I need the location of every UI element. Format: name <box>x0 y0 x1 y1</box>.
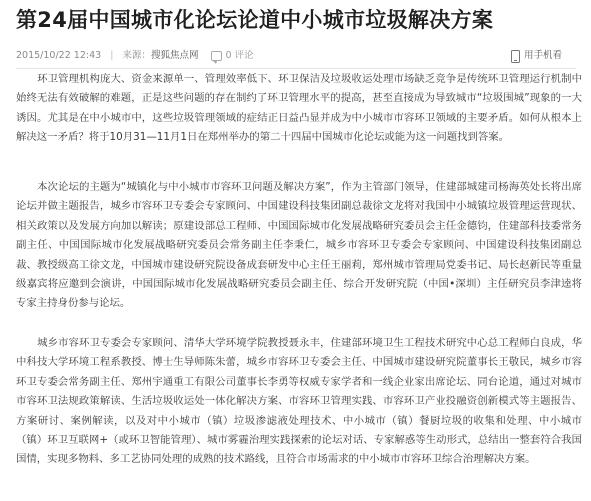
comment-link[interactable] <box>211 48 253 65</box>
paragraph-2-text: 本次论坛的主题为“城镇化与中小城市市容环卫问题及解决方案”，作为主管部门领导，住建部城建司杨海英处长将出席论坛并做主题报告，城乡市容环卫专委会专家顾问、中国建设科技集团副总裁徐文龙将对我国中小城镇垃圾管理运营现状、相关政策以及发展方向加以解读；原建设部总工程师、中国国际城市化发展战略研究委员会主任金德钧，住建部科技委常务副主任、中国国际城市化发展战略研究委员会常务副主任李秉仁，城乡市容环卫专委会专家顾问、中国建设科技集团副总裁、教授级高工徐文龙，中国城市建设研究院设备成套研发中心主任王丽莉，郑州城市管理局党委书记、局长赵新民等重量级嘉宾将应邀到会演讲，中国国际城市化发展战略研究委员会副主任、综合开发研究院（中国•深圳）主任研究员李津逵将专家主持身份参与论坛。 <box>16 181 582 310</box>
meta-separator: | <box>110 50 114 62</box>
article-meta <box>16 48 576 64</box>
paragraph-3-text: 城乡市容环卫专委会专家顾问、清华大学环境学院教授聂永丰，住建部环境卫生工程技术研究中心总工程师白良成，华中科技大学环境工程系教授、博士生导师陈朱蕾，城乡市容环卫专委会主任、中国城市建设研究院董事长王敬民，城乡市容环卫专委会常务副主任、郑州宇通重工有限公司董事长李勇等权威专家学者和一线企业家出席论坛、同台论道，通过对城市市容环卫法规政策解读、生活垃圾收运处一体化解决方案、市容环卫管理实践、市容环卫产业投融资创新模式等主题报告、方案研讨、案例解读，以及对中小城市（镇）垃圾渗滤液处理技术、中小城市（镇）餐厨垃圾的收集和处理、中小城市（镇）环卫互联网+（或环卫智能管理）、城市雾霾治理实践探索的论坛对话、专家解惑等生动形式，总结出一整套符合我国国情，实现多物料、多工艺协同处理的成熟的技术路线，且符合市场需求的中小城市市容环卫综合治理解决方案。 <box>16 337 582 466</box>
paragraph-3 <box>16 334 582 470</box>
mobile-phone-icon <box>511 50 520 63</box>
comment-count: 0 评论 <box>225 50 254 61</box>
article-datetime: 2015/10/22 12:43 <box>16 50 102 62</box>
source-link[interactable]: 搜狐焦点网 <box>150 50 199 62</box>
source-label: 来源： <box>122 50 151 62</box>
paragraph-2 <box>16 178 582 314</box>
mobile-view-label: 用手机看 <box>523 50 562 61</box>
mobile-view-link[interactable] <box>511 48 562 65</box>
paragraph-1-text: 环卫管理机构庞大、资金来源单一、管理效率低下、环卫保洁及垃圾收运处理市场缺乏竞争是传统环卫管理运行机制中始终无法有效破解的难题，正是这些问题的存在制约了环卫管理水平的提高，甚至直接成为导致城市“垃圾围城”现象的一大诱因。尤其是在中小城市中，这些垃圾管理领域的症结正日益凸显并成为中小城市市容环卫领域的主要矛盾。如何从根本上解决这一矛盾？将于10月31—11月1日在郑州举办的第二十四届中国城市化论坛或能为这一问题找到答案。 <box>16 73 582 144</box>
meta-divider <box>16 68 576 69</box>
article-title: 第24届中国城市化论坛论道中小城市垃圾解决方案 <box>16 8 494 32</box>
paragraph-1 <box>16 70 582 148</box>
comment-icon <box>211 51 222 61</box>
